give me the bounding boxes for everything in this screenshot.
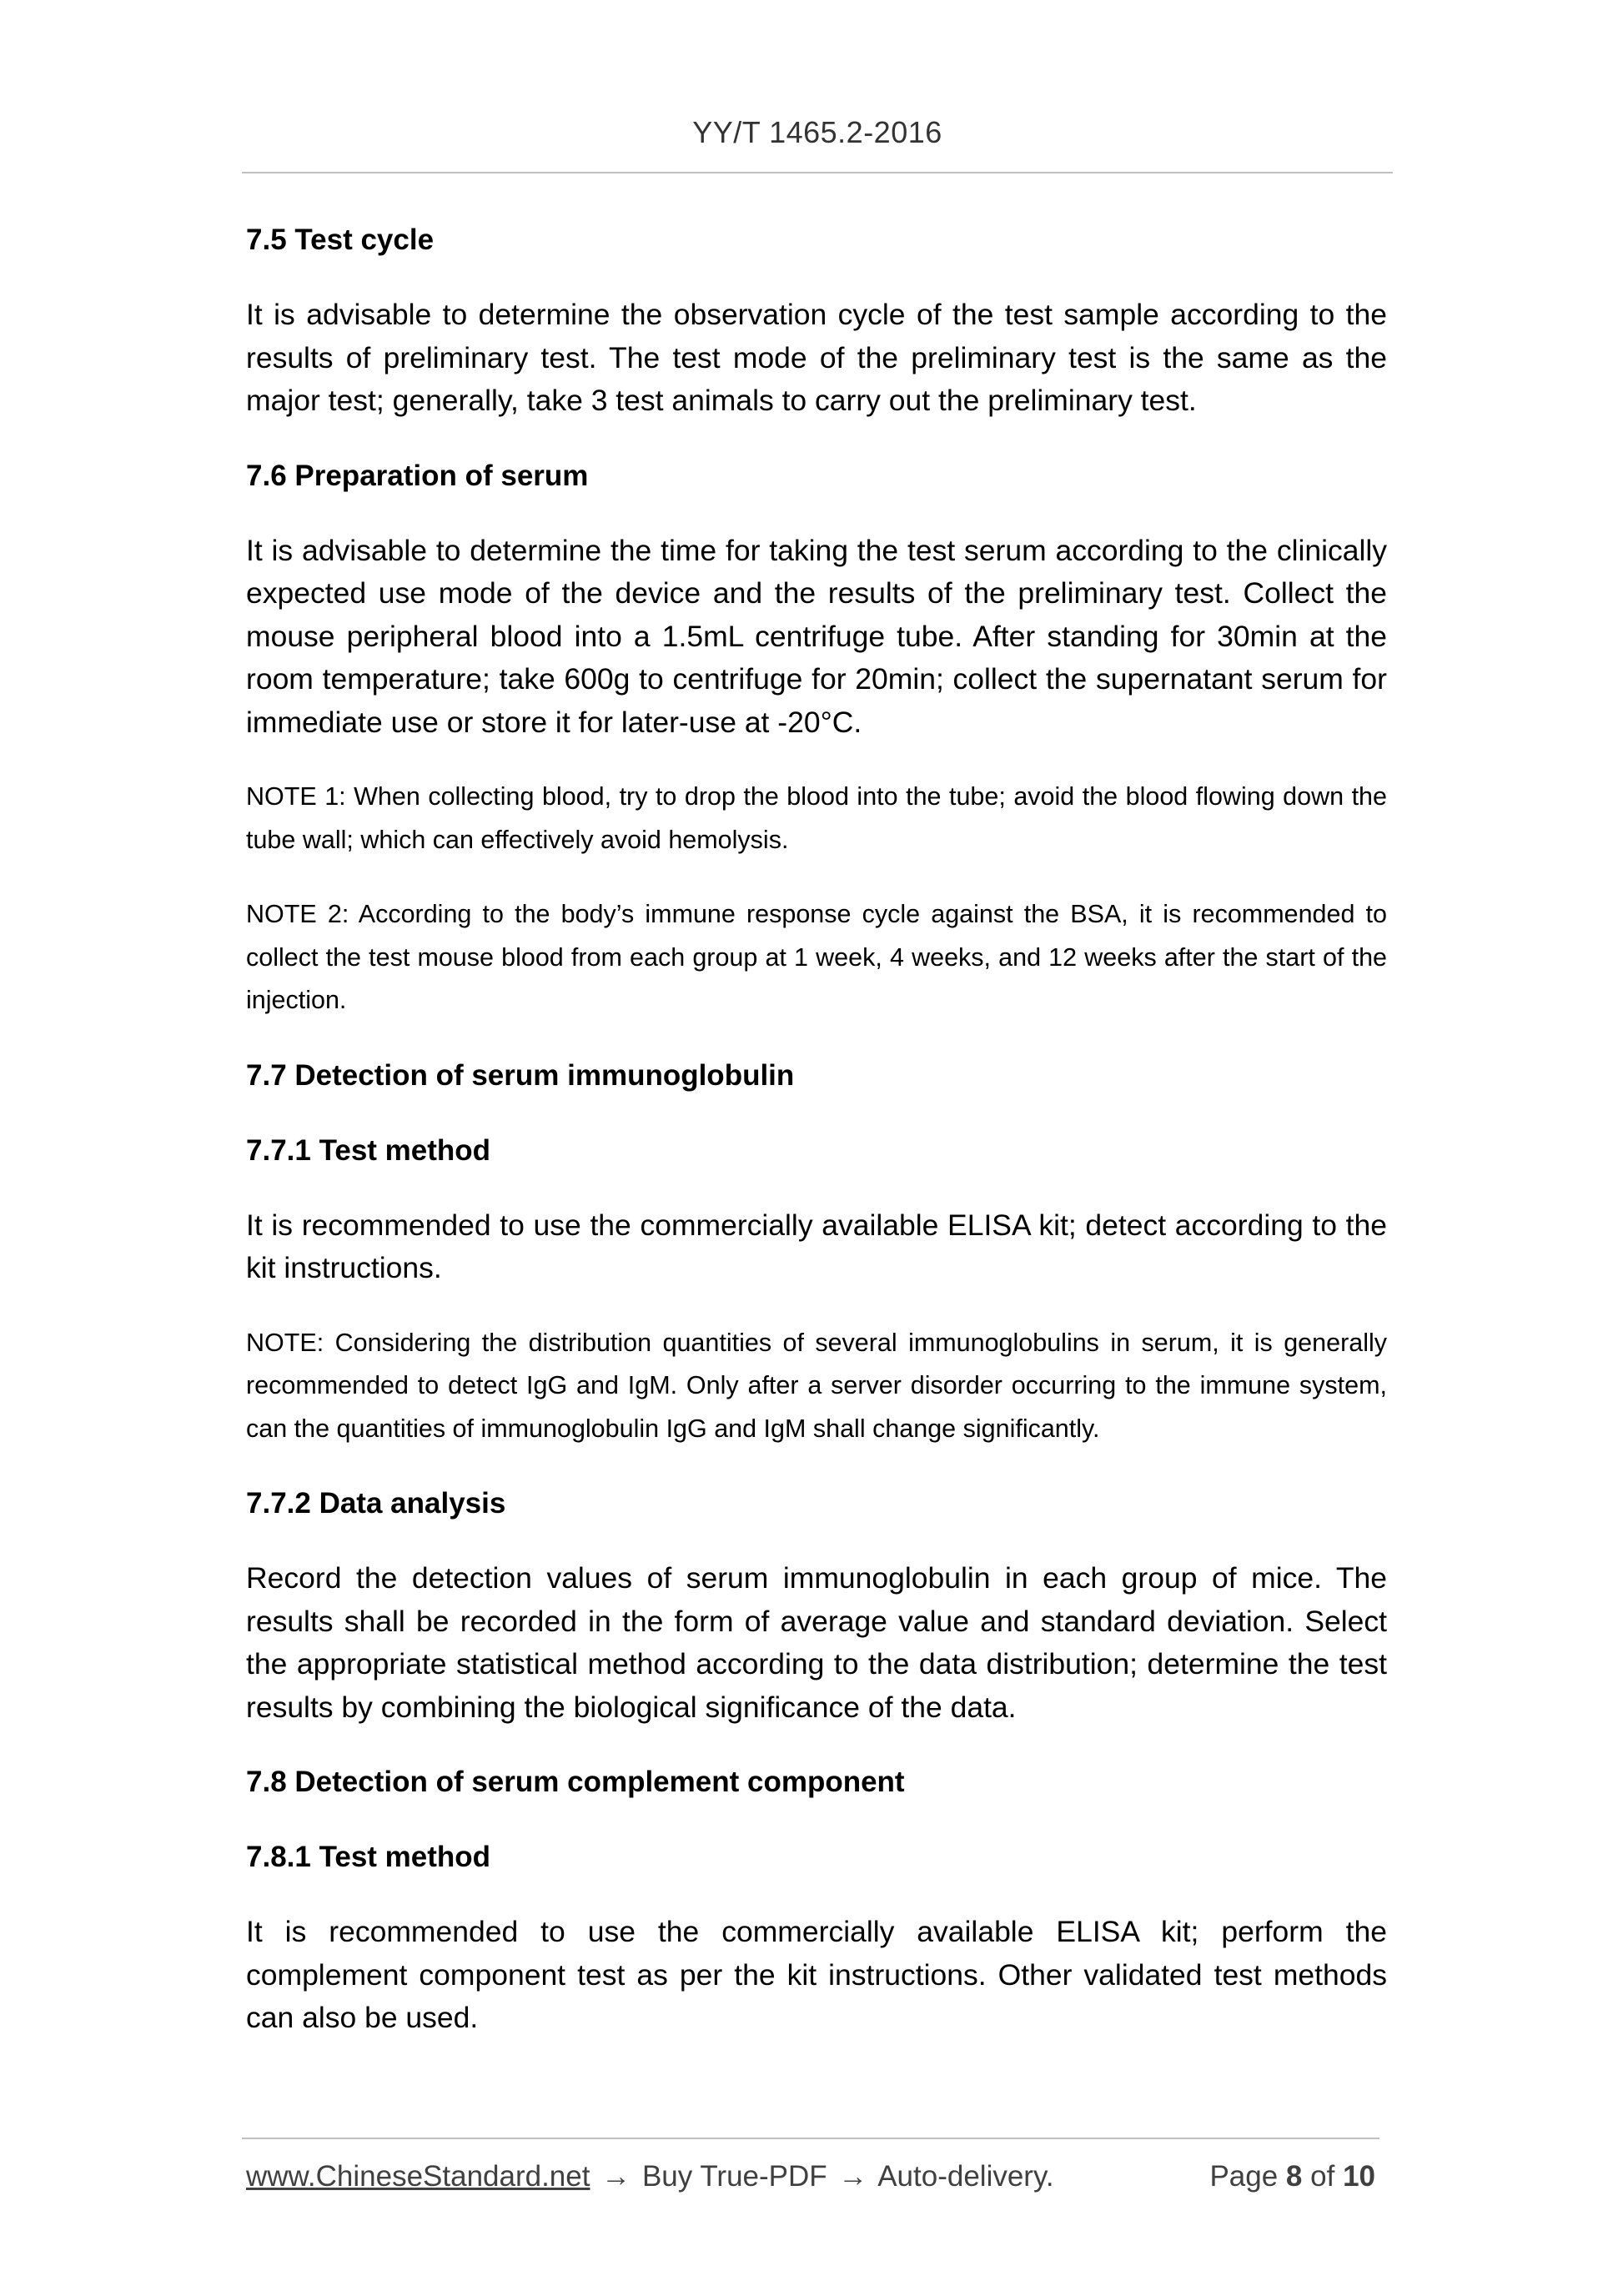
section-7-6-note-2: NOTE 2: According to the body’s immune response cycle against the BSA, it is recommended to collect the test mouse blood from each group at 1 week, 4 weeks, and 12 weeks after the start of the injection. (246, 900, 1387, 1014)
document-header: YY/T 1465.2-2016 (692, 115, 942, 149)
section-7-6-heading: 7.6 Preparation of serum (246, 459, 589, 492)
section-7-7-heading: 7.7 Detection of serum immunoglobulin (246, 1058, 795, 1092)
section-7-7-1-paragraph: It is recommended to use the commercially available ELISA kit; detect according to the kit instructions. (246, 1208, 1387, 1284)
section-7-6-paragraph: It is advisable to determine the time for taking the test serum according to the clinically expected use mode of the device and the results of the preliminary test. Collect the mouse peripheral blood into a 1.5mL centrifuge tube. After standing for 30min at the room temperature; take 600g to centrifuge for 20min; collect the supernatant serum for immediate use or store it for later-use at -20°C. (246, 533, 1387, 739)
section-7-7-2-paragraph: Record the detection values of serum immunoglobulin in each group of mice. The results shall be recorded in the form of average value and standard deviation. Select the appropriate statistical method according to the data distribution; determine the test results by combining the biological significance of the data. (246, 1561, 1387, 1724)
section-7-5-heading: 7.5 Test cycle (246, 224, 435, 256)
page-total: 10 (1343, 2160, 1375, 2193)
footer-divider (242, 2138, 1379, 2139)
document-footer (246, 2160, 1380, 2202)
section-7-5-paragraph: It is advisable to determine the observation cycle of the test sample according to the results of preliminary test. The test mode of the preliminary test is the same as the major test; generally, take 3 test animals to carry out the preliminary test. (246, 298, 1387, 417)
section-7-7-2-heading: 7.7.2 Data analysis (246, 1487, 506, 1520)
footer-promo (246, 2160, 1054, 2193)
arrow-right-icon: → (838, 2160, 868, 2193)
page-number: 8 (1285, 2160, 1303, 2193)
of-label: of (1310, 2160, 1335, 2193)
section-7-8-1-heading: 7.8.1 Test method (246, 1841, 491, 1873)
document-body (246, 219, 1387, 2072)
section-7-8-heading: 7.8 Detection of serum complement component (246, 1766, 905, 1798)
section-7-8-1-paragraph: It is recommended to use the commercially available ELISA kit; perform the complement component test as per the kit instructions. Other validated test methods can also be used. (246, 1915, 1387, 2034)
auto-delivery-text: Auto-delivery. (877, 2160, 1054, 2193)
header-divider (242, 172, 1393, 173)
page-label: Page (1209, 2160, 1279, 2193)
section-7-7-1-heading: 7.7.1 Test method (246, 1133, 491, 1167)
website-link[interactable]: www.ChineseStandard.net (246, 2160, 590, 2193)
section-7-6-note-1: NOTE 1: When collecting blood, try to drop the blood into the tube; avoid the blood flowing down the tube wall; which can effectively avoid hemolysis. (246, 782, 1387, 854)
section-7-7-1-note: NOTE: Considering the distribution quantities of several immunoglobulins in serum, it is generally recommended to detect IgG and IgM. Only after a server disorder occurring to the immune system, can the quantities of immunoglobulin IgG and IgM shall change significantly. (246, 1328, 1387, 1443)
arrow-right-icon: → (601, 2160, 631, 2193)
buy-true-pdf-text: Buy True-PDF (641, 2160, 827, 2193)
page-indicator (1209, 2160, 1375, 2193)
